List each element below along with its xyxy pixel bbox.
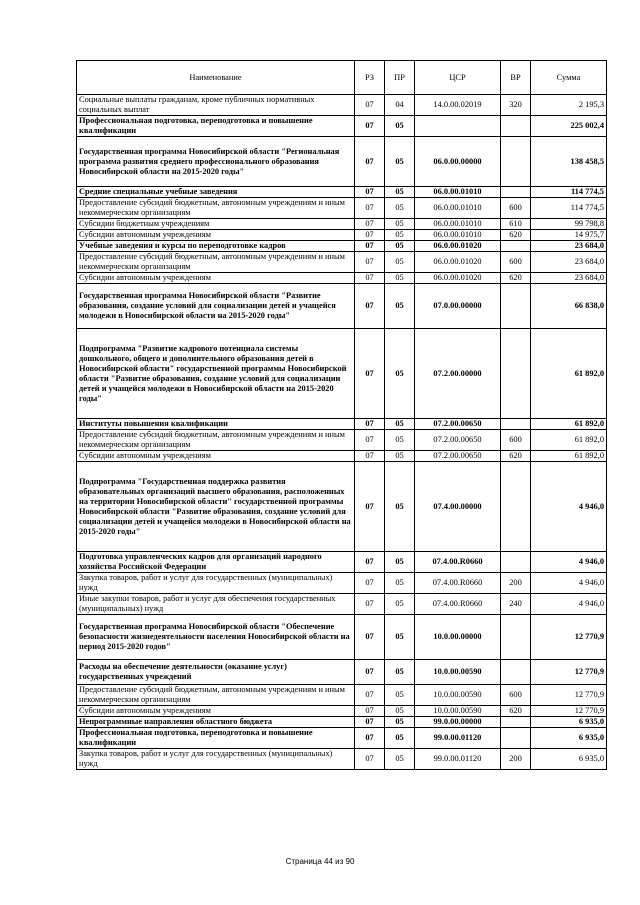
table-row (77, 116, 607, 137)
cell-pr: 05 (385, 241, 415, 252)
cell-sum: 66 838,0 (531, 284, 607, 329)
column-header-pr: ПР (385, 61, 415, 95)
cell-vr: 320 (501, 95, 531, 116)
column-header-sum: Сумма (531, 61, 607, 95)
cell-rz: 07 (355, 685, 385, 706)
cell-rz: 07 (355, 717, 385, 728)
cell-pr: 05 (385, 749, 415, 770)
cell-csr: 07.4.00.R0660 (415, 594, 501, 615)
cell-pr: 05 (385, 219, 415, 230)
cell-name: Закупка товаров, работ и услуг для государственных (муниципальных) нужд (77, 749, 355, 770)
cell-pr: 05 (385, 137, 415, 187)
cell-sum: 12 770,9 (531, 706, 607, 717)
table-row (77, 573, 607, 594)
table-row (77, 95, 607, 116)
cell-pr: 05 (385, 660, 415, 685)
table-row (77, 419, 607, 430)
table-row (77, 284, 607, 329)
cell-name: Профессиональная подготовка, переподготовка и повышение квалификации (77, 116, 355, 137)
cell-vr (501, 462, 531, 552)
cell-sum: 23 684,0 (531, 241, 607, 252)
cell-sum: 61 892,0 (531, 430, 607, 451)
page-number: Страница 44 из 90 (285, 857, 355, 866)
table-row (77, 685, 607, 706)
table-row (77, 137, 607, 187)
cell-csr: 99.0.00.01120 (415, 728, 501, 749)
cell-csr: 10.0.00.00590 (415, 685, 501, 706)
cell-sum: 99 798,8 (531, 219, 607, 230)
cell-name: Непрограммные направления областного бюджета (77, 717, 355, 728)
cell-csr: 10.0.00.00590 (415, 660, 501, 685)
cell-csr: 14.0.00.02019 (415, 95, 501, 116)
cell-rz: 07 (355, 660, 385, 685)
cell-name: Институты повышения квалификации (77, 419, 355, 430)
cell-vr: 620 (501, 451, 531, 462)
cell-name: Государственная программа Новосибирской области "Развитие образования, создание условий для социализации детей и учащейся молодежи в Новосибирской области на 2015-2020 годы" (77, 284, 355, 329)
column-header-rz: РЗ (355, 61, 385, 95)
cell-rz: 07 (355, 462, 385, 552)
cell-sum: 4 946,0 (531, 552, 607, 573)
cell-name: Государственная программа Новосибирской области "Обеспечение безопасности жизнедеятельности населения Новосибирской области на период 2015-2020 годов" (77, 615, 355, 660)
cell-csr: 06.0.00.01020 (415, 241, 501, 252)
cell-csr: 06.0.00.01010 (415, 219, 501, 230)
cell-sum: 23 684,0 (531, 252, 607, 273)
cell-pr: 05 (385, 717, 415, 728)
cell-vr: 600 (501, 430, 531, 451)
cell-name: Предоставление субсидий бюджетным, автономным учреждениям и иным некоммерческим организациям (77, 685, 355, 706)
cell-name: Субсидии автономным учреждениям (77, 273, 355, 284)
cell-rz: 07 (355, 329, 385, 419)
cell-vr (501, 660, 531, 685)
table-row (77, 615, 607, 660)
cell-vr (501, 329, 531, 419)
cell-pr: 05 (385, 706, 415, 717)
cell-rz: 07 (355, 728, 385, 749)
cell-sum: 14 975,7 (531, 230, 607, 241)
cell-sum: 6 935,0 (531, 728, 607, 749)
cell-sum: 23 684,0 (531, 273, 607, 284)
cell-pr: 05 (385, 430, 415, 451)
cell-name: Субсидии автономным учреждениям (77, 230, 355, 241)
cell-rz: 07 (355, 273, 385, 284)
cell-sum: 61 892,0 (531, 419, 607, 430)
cell-rz: 07 (355, 419, 385, 430)
table-row (77, 717, 607, 728)
cell-vr (501, 116, 531, 137)
cell-pr: 05 (385, 329, 415, 419)
cell-vr: 620 (501, 230, 531, 241)
cell-csr: 06.0.00.01010 (415, 187, 501, 198)
cell-vr: 620 (501, 273, 531, 284)
cell-sum: 114 774,5 (531, 187, 607, 198)
cell-pr: 05 (385, 685, 415, 706)
budget-table (76, 60, 607, 770)
cell-vr (501, 728, 531, 749)
cell-csr: 07.4.00.R0660 (415, 552, 501, 573)
cell-rz: 07 (355, 615, 385, 660)
cell-sum: 6 935,0 (531, 749, 607, 770)
table-header-row (77, 61, 607, 95)
cell-csr: 99.0.00.00000 (415, 717, 501, 728)
cell-sum: 4 946,0 (531, 462, 607, 552)
cell-vr (501, 552, 531, 573)
cell-vr (501, 241, 531, 252)
table-row (77, 430, 607, 451)
cell-name: Расходы на обеспечение деятельности (оказание услуг) государственных учреждений (77, 660, 355, 685)
cell-sum: 61 892,0 (531, 451, 607, 462)
cell-rz: 07 (355, 241, 385, 252)
cell-csr: 06.0.00.01020 (415, 273, 501, 284)
cell-sum: 225 002,4 (531, 116, 607, 137)
cell-vr (501, 615, 531, 660)
cell-sum: 61 892,0 (531, 329, 607, 419)
cell-name: Подпрограмма "Развитие кадрового потенциала системы дошкольного, общего и дополнительного образования детей в Новосибирской области" государственной программы Новосибирской области "Развитие образования, создание условий для социализации детей и учащейся молодежи в Новосибирской области на 2015-2020 годы" (77, 329, 355, 419)
cell-pr: 05 (385, 552, 415, 573)
cell-pr: 05 (385, 615, 415, 660)
table-row (77, 728, 607, 749)
cell-vr (501, 717, 531, 728)
cell-rz: 07 (355, 594, 385, 615)
cell-csr: 06.0.00.00000 (415, 137, 501, 187)
table-row (77, 329, 607, 419)
cell-sum: 12 770,9 (531, 685, 607, 706)
cell-vr: 600 (501, 198, 531, 219)
cell-name: Предоставление субсидий бюджетным, автономным учреждениям и иным некоммерческим организациям (77, 252, 355, 273)
cell-rz: 07 (355, 219, 385, 230)
column-header-vr: ВР (501, 61, 531, 95)
cell-rz: 07 (355, 252, 385, 273)
cell-pr: 05 (385, 230, 415, 241)
cell-name: Предоставление субсидий бюджетным, автономным учреждениям и иным некоммерческим организациям (77, 430, 355, 451)
table-row (77, 594, 607, 615)
cell-csr: 07.4.00.00000 (415, 462, 501, 552)
cell-rz: 07 (355, 430, 385, 451)
cell-vr (501, 187, 531, 198)
cell-pr: 05 (385, 198, 415, 219)
cell-vr (501, 419, 531, 430)
cell-rz: 07 (355, 230, 385, 241)
cell-csr: 06.0.00.01020 (415, 252, 501, 273)
cell-vr: 610 (501, 219, 531, 230)
cell-csr: 06.0.00.01010 (415, 198, 501, 219)
cell-pr: 05 (385, 284, 415, 329)
cell-rz: 07 (355, 573, 385, 594)
table-row (77, 749, 607, 770)
table-row (77, 187, 607, 198)
cell-name: Подпрограмма "Государственная поддержка развития образовательных организаций высшего образования, расположенных на территории Новосибирской области" государственной программы Новосибирской области "Развитие образования, создание условий для социализации детей и учащейся молодежи в Новосибирской области на 2015-2020 годы" (77, 462, 355, 552)
cell-rz: 07 (355, 284, 385, 329)
cell-csr: 07.2.00.00650 (415, 451, 501, 462)
table-row (77, 552, 607, 573)
column-header-csr: ЦСР (415, 61, 501, 95)
table-row (77, 706, 607, 717)
cell-pr: 05 (385, 573, 415, 594)
cell-csr: 07.2.00.00650 (415, 430, 501, 451)
cell-name: Средние специальные учебные заведения (77, 187, 355, 198)
table-row (77, 198, 607, 219)
cell-vr (501, 137, 531, 187)
table-row (77, 219, 607, 230)
table-row (77, 241, 607, 252)
cell-sum: 6 935,0 (531, 717, 607, 728)
cell-sum: 114 774,5 (531, 198, 607, 219)
cell-rz: 07 (355, 749, 385, 770)
cell-name: Субсидии автономным учреждениям (77, 706, 355, 717)
cell-vr: 600 (501, 252, 531, 273)
cell-vr (501, 284, 531, 329)
cell-vr: 600 (501, 685, 531, 706)
cell-vr: 200 (501, 573, 531, 594)
cell-pr: 05 (385, 728, 415, 749)
cell-pr: 05 (385, 462, 415, 552)
cell-csr (415, 116, 501, 137)
cell-rz: 07 (355, 137, 385, 187)
cell-csr: 07.2.00.00000 (415, 329, 501, 419)
cell-name: Социальные выплаты гражданам, кроме публичных нормативных социальных выплат (77, 95, 355, 116)
cell-rz: 07 (355, 95, 385, 116)
cell-pr: 05 (385, 451, 415, 462)
cell-vr: 620 (501, 706, 531, 717)
table-row (77, 273, 607, 284)
cell-name: Профессиональная подготовка, переподготовка и повышение квалификации (77, 728, 355, 749)
table-row (77, 230, 607, 241)
cell-pr: 05 (385, 594, 415, 615)
cell-name: Подготовка управленческих кадров для организаций народного хозяйства Российской Федерации (77, 552, 355, 573)
cell-name: Субсидии бюджетным учреждениям (77, 219, 355, 230)
cell-rz: 07 (355, 706, 385, 717)
cell-pr: 05 (385, 116, 415, 137)
table-row (77, 660, 607, 685)
cell-rz: 07 (355, 116, 385, 137)
cell-csr: 99.0.00.01120 (415, 749, 501, 770)
cell-pr: 05 (385, 273, 415, 284)
table-row (77, 462, 607, 552)
cell-name: Государственная программа Новосибирской области "Региональная программа развития среднего профессионального образования Новосибирской области на 2015-2020 годы" (77, 137, 355, 187)
cell-vr: 240 (501, 594, 531, 615)
cell-csr: 07.0.00.00000 (415, 284, 501, 329)
cell-rz: 07 (355, 187, 385, 198)
cell-sum: 4 946,0 (531, 594, 607, 615)
cell-csr: 10.0.00.00000 (415, 615, 501, 660)
cell-name: Субсидии автономным учреждениям (77, 451, 355, 462)
cell-sum: 12 770,9 (531, 615, 607, 660)
cell-csr: 07.2.00.00650 (415, 419, 501, 430)
cell-csr: 07.4.00.R0660 (415, 573, 501, 594)
table-body (77, 95, 607, 770)
cell-name: Закупка товаров, работ и услуг для государственных (муниципальных) нужд (77, 573, 355, 594)
cell-sum: 2 195,3 (531, 95, 607, 116)
cell-rz: 07 (355, 451, 385, 462)
cell-sum: 4 946,0 (531, 573, 607, 594)
cell-sum: 138 458,5 (531, 137, 607, 187)
cell-sum: 12 770,9 (531, 660, 607, 685)
cell-name: Предоставление субсидий бюджетным, автономным учреждениям и иным некоммерческим организациям (77, 198, 355, 219)
cell-rz: 07 (355, 198, 385, 219)
cell-name: Учебные заведения и курсы по переподготовке кадров (77, 241, 355, 252)
cell-csr: 06.0.00.01010 (415, 230, 501, 241)
column-header-name: Наименование (77, 61, 355, 95)
cell-name: Иные закупки товаров, работ и услуг для обеспечения государственных (муниципальных) нужд (77, 594, 355, 615)
cell-vr: 200 (501, 749, 531, 770)
cell-rz: 07 (355, 552, 385, 573)
table-row (77, 252, 607, 273)
table-row (77, 451, 607, 462)
cell-pr: 05 (385, 187, 415, 198)
cell-pr: 04 (385, 95, 415, 116)
cell-pr: 05 (385, 419, 415, 430)
cell-pr: 05 (385, 252, 415, 273)
cell-csr: 10.0.00.00590 (415, 706, 501, 717)
